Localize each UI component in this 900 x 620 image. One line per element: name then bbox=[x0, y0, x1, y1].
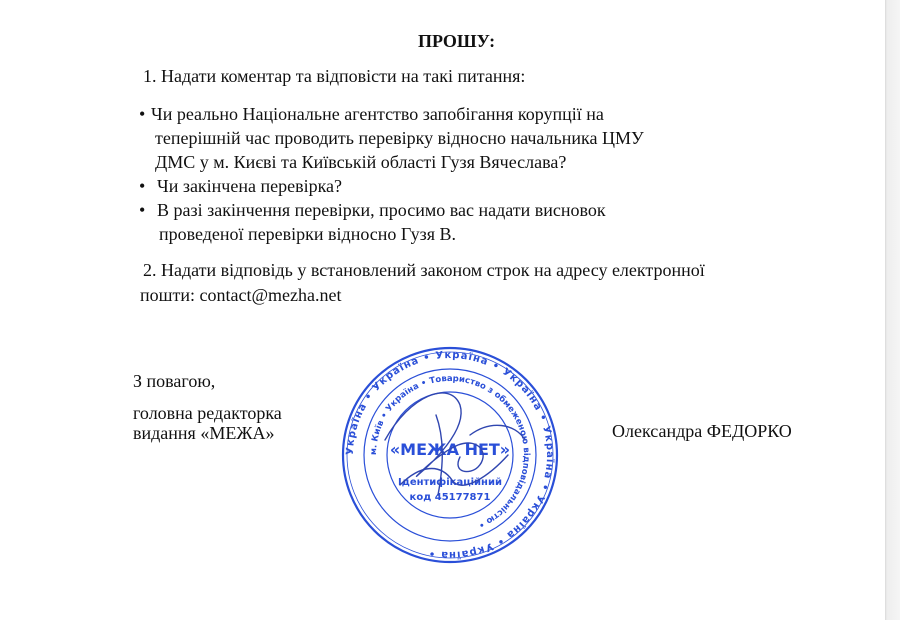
closing-regards: З повагою, bbox=[133, 371, 216, 391]
closing-position-line-1: головна редакторка bbox=[133, 403, 282, 423]
stamp-outer-ring-text: Україна • Україна • Україна • Україна • Україна • Україна • Україна • bbox=[344, 349, 556, 561]
bullet-marker-3: • bbox=[139, 200, 146, 220]
bullet-2-line-1: Чи закінчена перевірка? bbox=[157, 176, 343, 196]
page-edge-shadow bbox=[885, 0, 900, 620]
stamp-id-code: код 45177871 bbox=[409, 492, 491, 503]
official-stamp bbox=[340, 345, 560, 565]
stamp-id-label: Ідентифікаційний bbox=[398, 477, 502, 488]
request-item-2-line-2: пошти: contact@mezha.net bbox=[140, 285, 342, 305]
request-item-1: 1. Надати коментар та відповісти на такі питання: bbox=[143, 66, 526, 86]
stamp-inner-ring-text: м. Київ • Україна • Товариство з обмеженою відповідальністю • bbox=[368, 373, 532, 530]
bullet-3-line-1: В разі закінчення перевірки, просимо вас надати висновок bbox=[157, 200, 606, 220]
bullet-marker-1: • bbox=[139, 104, 146, 124]
closing-position-line-2: видання «МЕЖА» bbox=[133, 423, 275, 443]
bullet-1-line-1: Чи реально Національне агентство запобігання корупції на bbox=[151, 104, 604, 124]
document-heading: ПРОШУ: bbox=[418, 31, 496, 51]
bullet-1-line-2: теперішній час проводить перевірку відносно начальника ЦМУ bbox=[155, 128, 644, 148]
bullet-1-line-3: ДМС у м. Києві та Київській області Гузя Вячеслава? bbox=[155, 152, 567, 172]
bullet-3-line-2: проведеної перевірки відносно Гузя В. bbox=[159, 224, 457, 244]
request-item-2-line-1: 2. Надати відповідь у встановлений законом строк на адресу електронної bbox=[143, 260, 705, 280]
stamp-center-name: «МЕЖА НЕТ» bbox=[389, 440, 511, 459]
bullet-marker-2: • bbox=[139, 176, 146, 196]
signatory-name: Олександра ФЕДОРКО bbox=[612, 421, 792, 441]
